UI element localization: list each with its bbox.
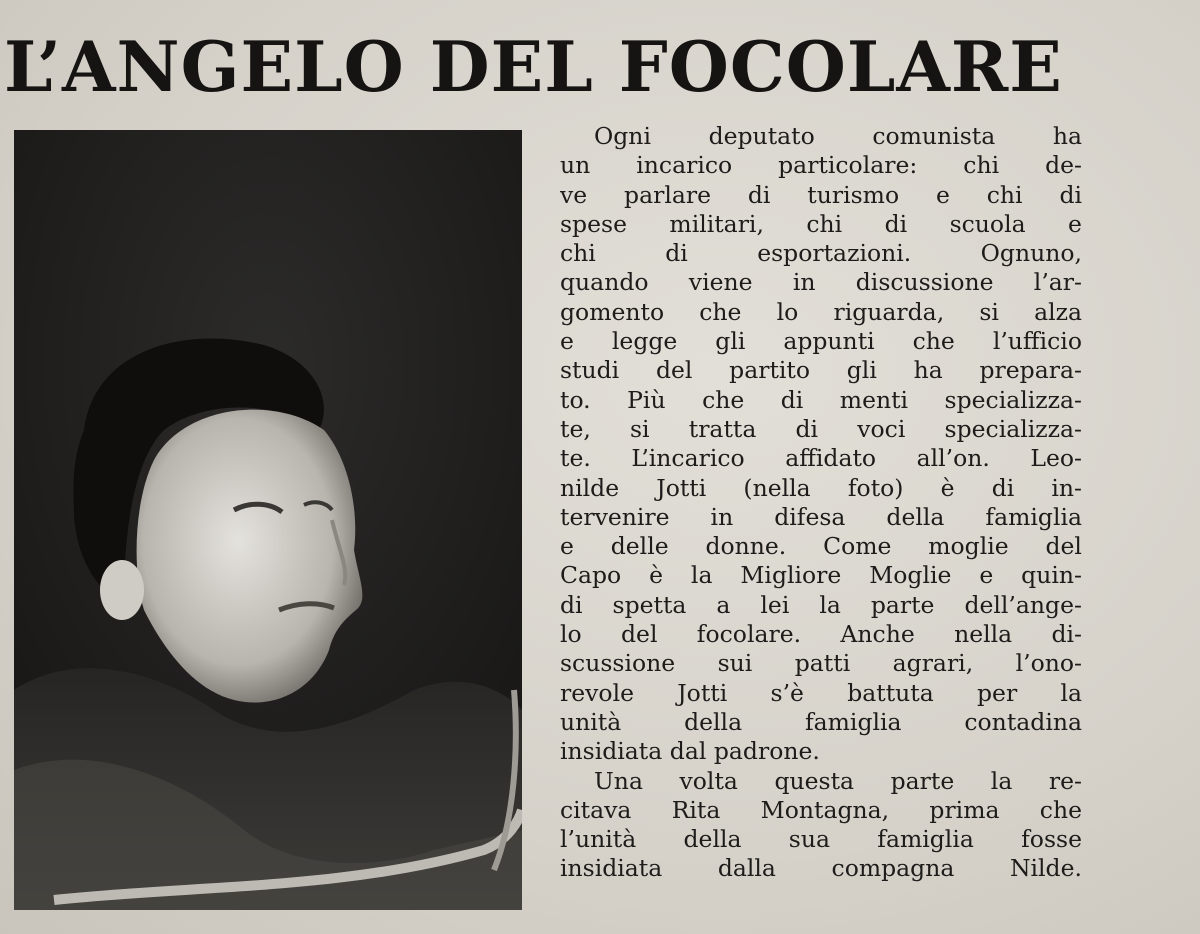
- article-word: (nella: [743, 473, 811, 502]
- article-word: gli: [846, 356, 877, 385]
- article-word: e: [560, 327, 574, 356]
- article-word: padrone.: [713, 737, 820, 766]
- article-word: revole: [560, 678, 634, 707]
- article-word: riguarda,: [833, 297, 945, 326]
- article-word: la: [819, 590, 841, 619]
- article-word: Jotti: [677, 678, 728, 707]
- portrait-photo: [14, 130, 522, 910]
- article-word: dell’ange-: [964, 590, 1082, 619]
- article-word: donne.: [705, 532, 787, 561]
- article-word: to.: [560, 385, 591, 414]
- article-line: [560, 854, 1082, 883]
- article-word: ha: [1052, 122, 1082, 150]
- portrait-photo-icon: [14, 130, 522, 910]
- article-word: chi: [560, 239, 596, 268]
- article-word: alza: [1034, 297, 1082, 326]
- article-word: turismo: [807, 180, 900, 209]
- article-word: lo: [776, 297, 799, 326]
- article-word: te.: [560, 444, 591, 473]
- article-word: della: [683, 825, 742, 854]
- article-word: l’unità: [560, 825, 637, 854]
- article-word: Anche: [840, 620, 915, 649]
- article-line: [560, 620, 1082, 649]
- article-word: lei: [760, 590, 790, 619]
- article-word: spetta: [612, 590, 687, 619]
- article-word: Una: [594, 766, 643, 795]
- article-word: viene: [688, 268, 753, 297]
- article-word: l’ufficio: [992, 327, 1082, 356]
- article-word: incarico: [636, 151, 733, 180]
- article-word: questa: [774, 766, 855, 795]
- article-word: militari,: [669, 209, 764, 238]
- article-word: la: [990, 766, 1013, 795]
- article-word: di: [1059, 180, 1082, 209]
- article-word: è: [649, 561, 664, 590]
- article-word: dalla: [717, 854, 776, 883]
- article-word: te,: [560, 414, 591, 443]
- article-word: famiglia: [804, 707, 902, 736]
- article-word: che: [699, 297, 742, 326]
- article-word: Ogni: [594, 122, 651, 150]
- article-word: che: [1039, 795, 1082, 824]
- article-line: [560, 122, 1082, 151]
- article-word: si: [630, 414, 650, 443]
- article-word: all’on.: [916, 444, 990, 473]
- article-line: [560, 181, 1082, 210]
- article-line: [560, 210, 1082, 239]
- article-line: [560, 474, 1082, 503]
- article-word: fosse: [1021, 825, 1082, 854]
- article-word: gli: [715, 327, 746, 356]
- article-word: e: [935, 180, 950, 209]
- article-word: di: [780, 385, 804, 414]
- article-word: prepara-: [979, 356, 1082, 385]
- article-word: citava: [560, 795, 632, 824]
- article-word: di: [795, 414, 819, 443]
- article-line: [560, 239, 1082, 268]
- article-word: Montagna,: [760, 795, 890, 824]
- article-word: discussione: [855, 268, 994, 297]
- article-word: Migliore: [740, 561, 842, 590]
- article-word: in-: [1051, 473, 1082, 502]
- article-word: sua: [788, 825, 830, 854]
- article-word: un: [560, 151, 591, 180]
- article-word: deputato: [708, 122, 815, 150]
- article-word: Come: [823, 532, 892, 561]
- article-word: studi: [560, 356, 620, 385]
- article-line: [560, 268, 1082, 297]
- article-word: famiglia: [985, 502, 1082, 531]
- article-word: voci: [857, 414, 906, 443]
- article-word: che: [702, 385, 745, 414]
- article-word: gomento: [560, 297, 665, 326]
- article-word: la: [1060, 678, 1082, 707]
- article-line: [560, 356, 1082, 385]
- article-word: della: [886, 502, 945, 531]
- article-word: insidiata: [560, 737, 663, 766]
- article-word: Ognuno,: [980, 239, 1082, 268]
- article-word: Moglie: [869, 561, 952, 590]
- article-word: in: [710, 502, 734, 531]
- article-word: difesa: [774, 502, 846, 531]
- article-headline: L’ANGELO DEL FOCOLARE: [4, 27, 1063, 108]
- article-word: sui: [717, 649, 753, 678]
- article-word: contadina: [964, 707, 1082, 736]
- article-line: [560, 679, 1082, 708]
- article-word: di: [991, 473, 1015, 502]
- article-line: [560, 796, 1082, 825]
- article-word: quando: [560, 268, 649, 297]
- article-word: del: [1045, 532, 1082, 561]
- article-word: particolare:: [778, 151, 918, 180]
- article-word: Nilde.: [1009, 854, 1082, 883]
- article-word: spese: [560, 209, 627, 238]
- article-line: [560, 151, 1082, 180]
- article-word: di: [747, 180, 771, 209]
- paragraph-2: [560, 767, 1082, 884]
- article-word: chi: [963, 151, 1000, 180]
- article-word: legge: [611, 327, 678, 356]
- article-word: quin-: [1021, 561, 1082, 590]
- article-word: delle: [610, 532, 669, 561]
- article-word: l’ono-: [1015, 649, 1082, 678]
- article-word: l’ar-: [1033, 268, 1082, 297]
- article-body: [560, 122, 1082, 884]
- article-word: nilde: [560, 473, 620, 502]
- article-word: famiglia: [877, 825, 974, 854]
- article-word: ve: [560, 180, 588, 209]
- article-line: [560, 825, 1082, 854]
- paragraph-1: [560, 122, 1082, 767]
- article-word: di: [665, 239, 688, 268]
- article-line: [560, 444, 1082, 473]
- article-word: menti: [839, 385, 909, 414]
- article-word: partito: [729, 356, 811, 385]
- article-line: [560, 386, 1082, 415]
- article-word: esportazioni.: [757, 239, 912, 268]
- article-word: specializza-: [944, 414, 1082, 443]
- article-word: volta: [679, 766, 738, 795]
- article-word: affidato: [785, 444, 877, 473]
- article-word: Leo-: [1030, 444, 1082, 473]
- article-word: chi: [986, 180, 1023, 209]
- article-word: tervenire: [560, 502, 670, 531]
- article-word: s’è: [770, 678, 804, 707]
- article-line: [560, 415, 1082, 444]
- article-word: Capo: [560, 561, 622, 590]
- article-word: moglie: [928, 532, 1009, 561]
- article-word: patti: [794, 649, 851, 678]
- article-word: comunista: [872, 122, 996, 150]
- article-word: parlare: [624, 180, 712, 209]
- article-word: lo: [560, 620, 582, 649]
- article-word: nella: [954, 620, 1013, 649]
- article-word: focolare.: [696, 620, 802, 649]
- article-word: e: [979, 561, 994, 590]
- article-word: e: [560, 532, 574, 561]
- article-word: che: [912, 327, 955, 356]
- article-word: e: [1068, 209, 1082, 238]
- article-line: [560, 561, 1082, 590]
- article-word: del: [655, 356, 693, 385]
- article-line: [560, 737, 1082, 766]
- article-word: dal: [669, 737, 707, 766]
- article-line: [560, 298, 1082, 327]
- article-word: prima: [929, 795, 1000, 824]
- article-word: parte: [890, 766, 955, 795]
- article-word: della: [684, 707, 743, 736]
- article-word: battuta: [847, 678, 934, 707]
- article-word: specializza-: [944, 385, 1082, 414]
- article-word: di: [884, 209, 908, 238]
- article-line: [560, 591, 1082, 620]
- article-word: re-: [1048, 766, 1082, 795]
- article-line: [560, 503, 1082, 532]
- article-word: L’incarico: [631, 444, 745, 473]
- article-line: [560, 532, 1082, 561]
- article-line: [560, 767, 1082, 796]
- article-word: ha: [913, 356, 943, 385]
- article-word: Rita: [671, 795, 721, 824]
- article-word: insidiata: [560, 854, 663, 883]
- article-word: Più: [627, 385, 666, 414]
- article-word: compagna: [831, 854, 955, 883]
- article-line: [560, 327, 1082, 356]
- article-word: appunti: [783, 327, 875, 356]
- article-word: in: [792, 268, 816, 297]
- article-line: [560, 649, 1082, 678]
- article-word: a: [716, 590, 731, 619]
- article-word: si: [979, 297, 999, 326]
- article-word: Jotti: [656, 473, 707, 502]
- article-word: la: [690, 561, 713, 590]
- article-word: foto): [847, 473, 904, 502]
- article-word: per: [977, 678, 1018, 707]
- article-word: tratta: [688, 414, 757, 443]
- article-word: parte: [870, 590, 935, 619]
- article-word: del: [621, 620, 658, 649]
- article-word: unità: [560, 707, 622, 736]
- article-word: è: [940, 473, 955, 502]
- article-word: chi: [806, 209, 843, 238]
- article-line: [560, 708, 1082, 737]
- article-word: agrari,: [892, 649, 974, 678]
- article-word: scuola: [949, 209, 1026, 238]
- article-word: de-: [1045, 151, 1082, 180]
- article-word: di: [560, 590, 583, 619]
- article-word: di-: [1051, 620, 1082, 649]
- article-word: scussione: [560, 649, 676, 678]
